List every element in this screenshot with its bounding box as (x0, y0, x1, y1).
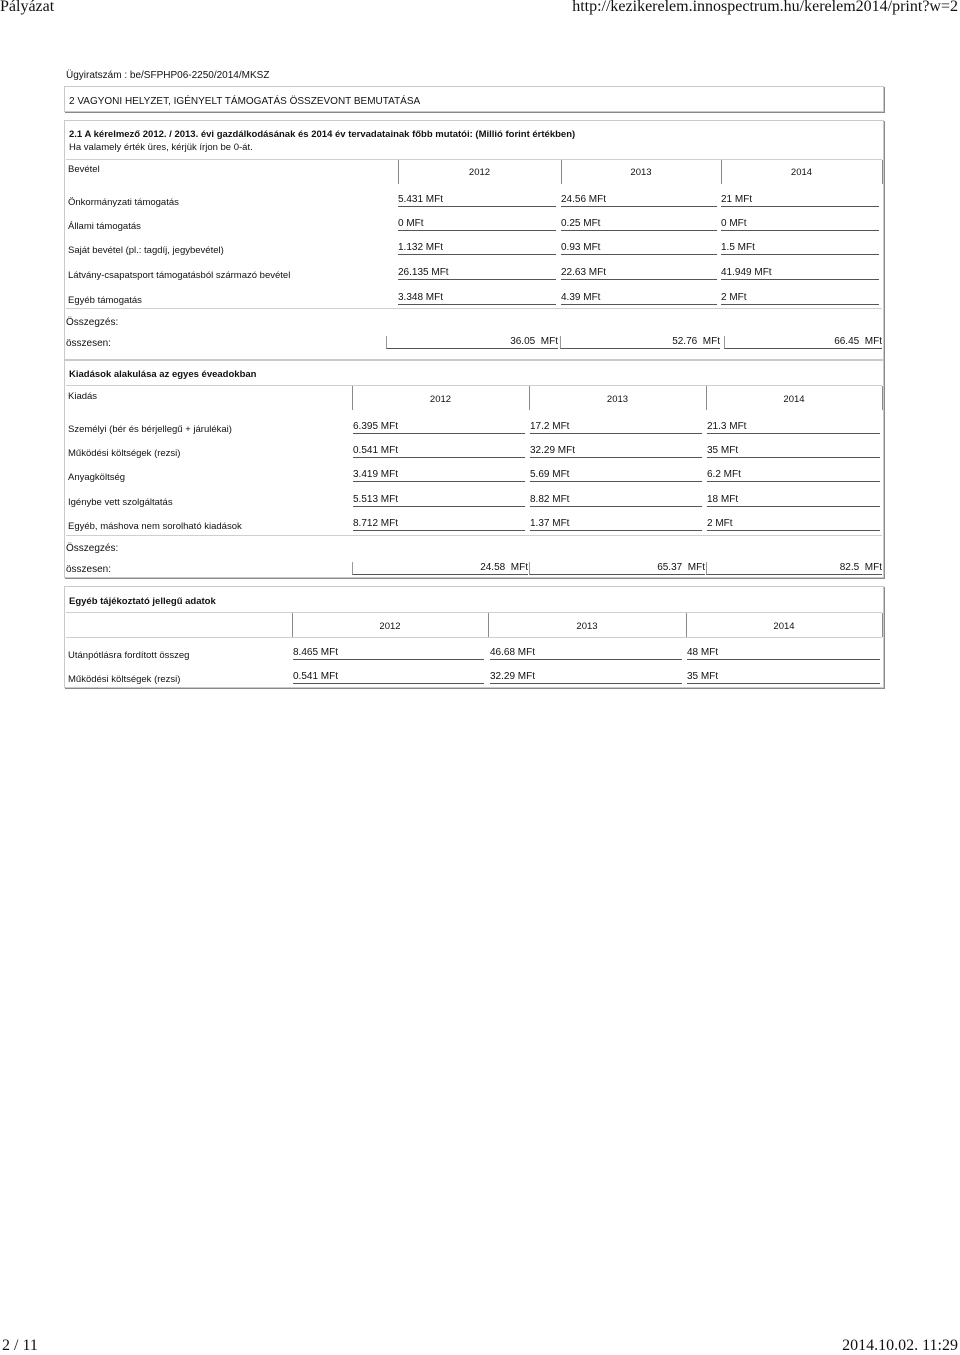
revenue-2013-field[interactable]: 22.63 MFt (561, 267, 717, 280)
expenses-total-label: összesen: (66, 564, 112, 575)
page-title: Pályázat (0, 0, 55, 15)
expenses-2014-field[interactable]: 6.2 MFt (707, 469, 880, 482)
revenue-row-label: Látvány-csapatsport támogatásból származó bevétel (68, 270, 291, 281)
revenue-2012-field[interactable]: 5.431 MFt (398, 194, 556, 207)
expenses-row-label: Egyéb, máshova nem sorolható kiadások (68, 521, 242, 532)
expenses-total-2013: 65.37 MFt (529, 562, 705, 575)
revenue-year-2014: 2014 (790, 167, 813, 178)
expenses-2014-field[interactable]: 2 MFt (707, 518, 880, 531)
expenses-row-label: Személyi (bér és bérjellegű + járulékai) (68, 424, 232, 435)
expenses-year-2012: 2012 (429, 394, 452, 405)
revenue-2013-field[interactable]: 24.56 MFt (561, 194, 717, 207)
other-row-label: Utánpótlásra fordított összeg (68, 650, 190, 661)
revenue-total-2014: 66.45 MFt (724, 336, 882, 349)
revenue-2014-field[interactable]: 0 MFt (721, 218, 879, 231)
other-2012-field[interactable]: 8.465 MFt (293, 647, 484, 660)
other-info-title: Egyéb tájékoztató jellegű adatok (69, 596, 216, 607)
expenses-2013-field[interactable]: 32.29 MFt (530, 445, 702, 458)
revenue-2013-field[interactable]: 0.25 MFt (561, 218, 717, 231)
other-row-label: Működési költségek (rezsi) (68, 674, 181, 685)
expenses-2014-field[interactable]: 35 MFt (707, 445, 880, 458)
revenue-year-2013: 2013 (630, 167, 652, 178)
revenue-2014-field[interactable]: 1.5 MFt (721, 242, 879, 255)
expenses-row-label: Anyagköltség (68, 472, 126, 483)
revenue-section-title: 2.1 A kérelmező 2012. / 2013. évi gazdálkodásának és 2014 év tervadatainak főbb mutatói: (Millió forint értékben) (69, 129, 576, 140)
revenue-section (64, 120, 884, 360)
revenue-row-label: Állami támogatás (68, 221, 141, 232)
section-2-title: 2 VAGYONI HELYZET, IGÉNYELT TÁMOGATÁS ÖSSZEVONT BEMUTATÁSA (69, 96, 421, 107)
expenses-year-2013: 2013 (606, 394, 629, 405)
other-year-2013: 2013 (576, 621, 598, 632)
expenses-2013-field[interactable]: 8.82 MFt (530, 494, 702, 507)
other-2014-field[interactable]: 35 MFt (687, 671, 880, 684)
expenses-column-label: Kiadás (68, 391, 98, 402)
revenue-2012-field[interactable]: 3.348 MFt (398, 292, 556, 305)
other-2013-field[interactable]: 32.29 MFt (490, 671, 682, 684)
expenses-2014-field[interactable]: 21.3 MFt (707, 421, 880, 434)
expenses-2013-field[interactable]: 5.69 MFt (530, 469, 702, 482)
revenue-2014-field[interactable]: 41.949 MFt (721, 267, 879, 280)
revenue-year-2012: 2012 (468, 167, 491, 178)
revenue-2014-field[interactable]: 2 MFt (721, 292, 879, 305)
page-url: http://kezikerelem.innospectrum.hu/kerelem2014/print?w=2 (572, 0, 958, 15)
expenses-row-label: Működési költségek (rezsi) (68, 448, 181, 459)
expenses-section-title: Kiadások alakulása az egyes éveadokban (69, 369, 257, 380)
print-datetime: 2014.10.02. 11:29 (842, 1337, 958, 1354)
expenses-2012-field[interactable]: 0.541 MFt (353, 445, 525, 458)
expenses-2012-field[interactable]: 5.513 MFt (353, 494, 525, 507)
revenue-row-label: Önkormányzati támogatás (68, 197, 179, 208)
revenue-column-label: Bevétel (68, 164, 100, 175)
expenses-2012-field[interactable]: 8.712 MFt (353, 518, 525, 531)
revenue-2012-field[interactable]: 0 MFt (398, 218, 556, 231)
expenses-2013-field[interactable]: 17.2 MFt (530, 421, 702, 434)
expenses-row-label: Igénybe vett szolgáltatás (68, 497, 173, 508)
other-2013-field[interactable]: 46.68 MFt (490, 647, 682, 660)
revenue-2013-field[interactable]: 0.93 MFt (561, 242, 717, 255)
revenue-summary-label: Összegzés: (66, 317, 119, 328)
expenses-2014-field[interactable]: 18 MFt (707, 494, 880, 507)
revenue-row-label: Saját bevétel (pl.: tagdíj, jegybevétel) (68, 245, 224, 256)
expenses-summary-label: Összegzés: (66, 543, 119, 554)
page-number: 2 / 11 (2, 1337, 38, 1354)
revenue-total-2013: 52.76 MFt (560, 336, 720, 349)
section-2-header (64, 86, 884, 112)
revenue-2012-field[interactable]: 1.132 MFt (398, 242, 556, 255)
revenue-2014-field[interactable]: 21 MFt (721, 194, 879, 207)
other-2012-field[interactable]: 0.541 MFt (293, 671, 484, 684)
revenue-total-label: összesen: (66, 338, 112, 349)
expenses-total-2014: 82.5 MFt (706, 562, 882, 575)
other-year-2014: 2014 (773, 621, 795, 632)
reference-number: Ügyiratszám : be/SFPHP06-2250/2014/MKSZ (66, 70, 270, 81)
expenses-year-2014: 2014 (783, 394, 805, 405)
revenue-2013-field[interactable]: 4.39 MFt (561, 292, 717, 305)
other-year-2012: 2012 (379, 621, 401, 632)
expenses-total-2012: 24.58 MFt (352, 562, 528, 575)
expenses-2013-field[interactable]: 1.37 MFt (530, 518, 702, 531)
expenses-2012-field[interactable]: 3.419 MFt (353, 469, 525, 482)
revenue-section-hint: Ha valamely érték üres, kérjük írjon be 0-át. (69, 142, 253, 153)
revenue-total-2012: 36.05 MFt (386, 336, 558, 349)
revenue-row-label: Egyéb támogatás (68, 295, 142, 306)
expenses-2012-field[interactable]: 6.395 MFt (353, 421, 525, 434)
revenue-2012-field[interactable]: 26.135 MFt (398, 267, 556, 280)
other-2014-field[interactable]: 48 MFt (687, 647, 880, 660)
